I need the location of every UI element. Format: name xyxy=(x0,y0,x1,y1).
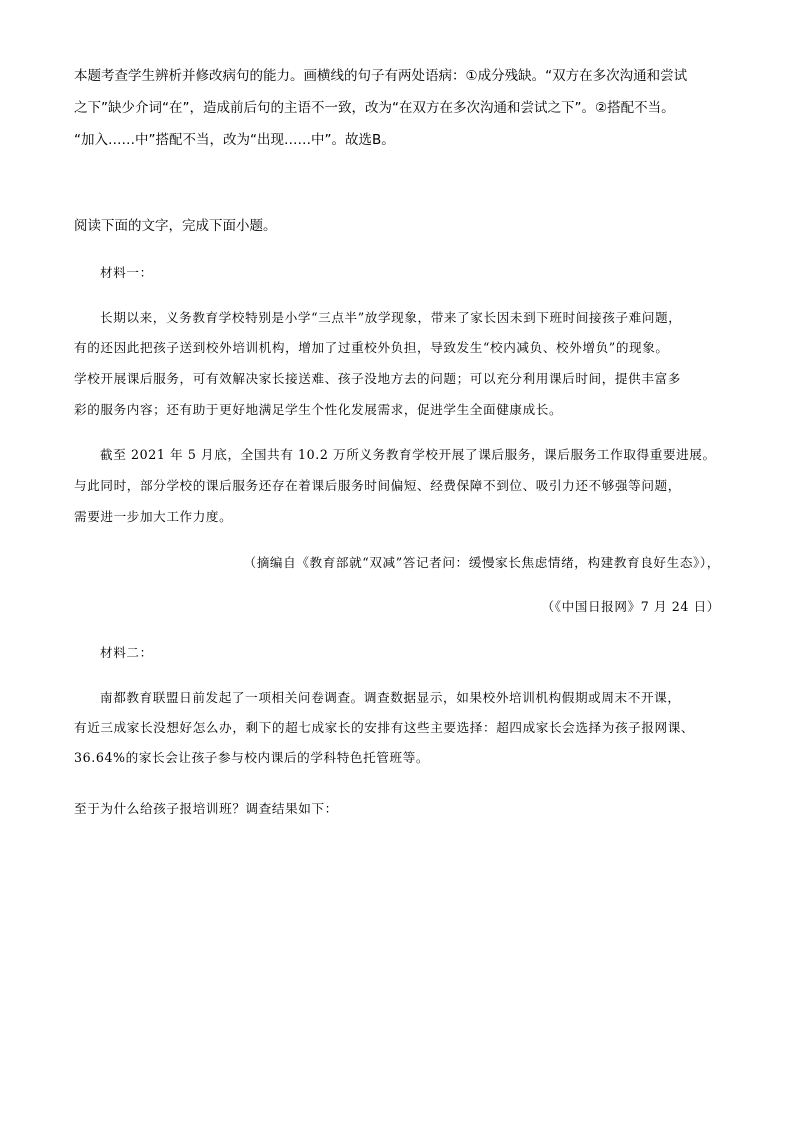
material-2-p1-line-3: 36.64%的家长会让孩子参与校内课后的学科特色托管班等。 xyxy=(74,750,430,765)
answer-line-3: “加入……中”搭配不当，改为“出现……中”。故选B。 xyxy=(74,132,395,148)
material-2-p1-line-2: 有近三成家长没想好怎么办，剩下的超七成家长的安排有这些主要选择：超四成家长会选择为孩子报网课、 xyxy=(74,720,695,735)
material-1-p1-line-3: 学校开展课后服务，可有效解决家长接送难、孩子没地方去的问题；可以充分利用课后时间，提供丰富多 xyxy=(74,371,681,386)
material-1-p2-line-3: 需要进一步加大工作力度。 xyxy=(74,509,233,524)
material-2-heading: 材料二： xyxy=(100,645,153,660)
material-1-p1-line-2: 有的还因此把孩子送到校外培训机构，增加了过重校外负担，导致发生“校内减负、校外增负”的现象。 xyxy=(74,340,669,355)
material-1-p1-line-4: 彩的服务内容；还有助于更好地满足学生个性化发展需求，促进学生全面健康成长。 xyxy=(74,402,563,417)
material-1-source-line-2: （《中国日报网》7 月 24 日） xyxy=(541,599,720,614)
material-1-p1-line-1: 长期以来，义务教育学校特别是小学“三点半”放学现象，带来了家长因未到下班时间接孩子难问题， xyxy=(100,310,682,325)
material-1-heading: 材料一： xyxy=(100,265,153,280)
answer-line-2: 之下”缺少介词“在”，造成前后句的主语不一致，改为“在双方在多次沟通和尝试之下”。②搭配不当。 xyxy=(74,100,675,116)
material-2-p1-line-1: 南都教育联盟日前发起了一项相关问卷调查。调查数据显示，如果校外培训机构假期或周末不开课， xyxy=(100,690,681,705)
material-1-p2-line-2: 与此同时，部分学校的课后服务还存在着课后服务时间偏短、经费保障不到位、吸引力还不够强等问题， xyxy=(74,478,681,493)
answer-line-1: 本题考查学生辨析并修改病句的能力。画横线的句子有两处语病：①成分残缺。“双方在多次沟通和尝试 xyxy=(74,68,688,84)
material-2-p2: 至于为什么给孩子报培训班？调查结果如下： xyxy=(74,801,338,816)
reading-instruction: 阅读下面的文字，完成下面小题。 xyxy=(74,218,277,234)
material-1-source-line-1: （摘编自《教育部就“双减”答记者问：缓慢家长焦虑情绪，构建教育良好生态》）， xyxy=(243,555,720,570)
material-1-p2-line-1: 截至 2021 年 5 月底，全国共有 10.2 万所义务教育学校开展了课后服务，课后服务工作取得重要进展。 xyxy=(100,447,716,462)
